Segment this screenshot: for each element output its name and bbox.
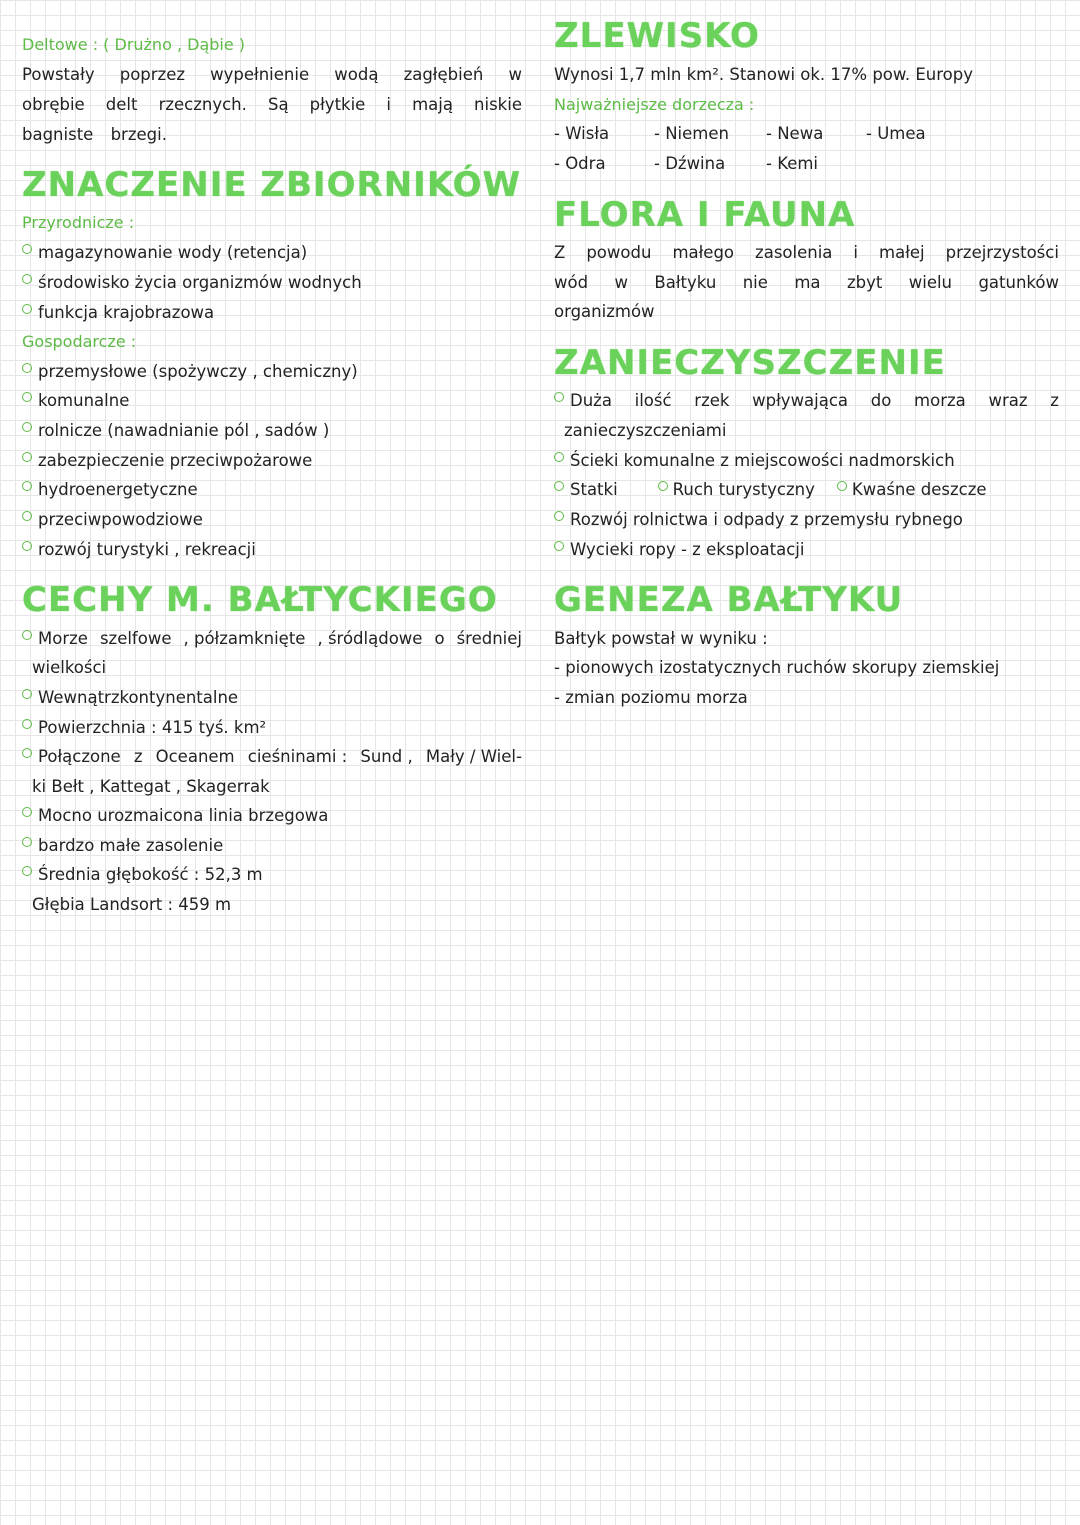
bullet-icon (554, 392, 564, 402)
bullet-icon (22, 244, 32, 254)
deltowe-line-2: obrębie delt rzecznych. Są płytkie i mają niskie (22, 95, 522, 114)
bullet-icon (22, 689, 32, 699)
list-item-continuation: wielkości (32, 658, 107, 677)
bullet-icon (554, 452, 564, 462)
list-item: magazynowanie wody (retencja) (22, 238, 522, 268)
bullet-icon (22, 630, 32, 640)
list-item: przeciwpowodziowe (22, 505, 522, 535)
bullet-icon (22, 363, 32, 373)
bullet-icon (22, 866, 32, 876)
list-item: rolnicze (nawadnianie pól , sadów ) (22, 416, 522, 446)
list-item: funkcja krajobrazowa (22, 298, 522, 328)
bullet-icon (22, 748, 32, 758)
zlewisko-line-1: Wynosi 1,7 mln km². Stanowi ok. 17% pow. Europy (554, 65, 974, 84)
list-item: Ścieki komunalne z miejscowości nadmorskich (554, 446, 1059, 476)
heading-zanieczyszczenie: ZANIECZYSZCZENIE (554, 343, 946, 383)
list-item: Głębia Landsort : 459 m (32, 895, 232, 914)
geneza-line-1: Bałtyk powstał w wyniku : (554, 629, 768, 648)
flora-line-2: wód w Bałtyku nie ma zbyt wielu gatunków (554, 273, 1059, 292)
list-item: Morze szelfowe , półzamknięte , śródlądowe o średniej (22, 624, 522, 654)
bullet-icon (658, 481, 668, 491)
bullet-icon (22, 719, 32, 729)
bullet-icon (22, 392, 32, 402)
list-item: Rozwój rolnictwa i odpady z przemysłu rybnego (554, 505, 1059, 535)
list-item: rozwój turystyki , rekreacji (22, 535, 522, 565)
flora-line-3: organizmów (554, 302, 655, 321)
list-item: Wycieki ropy - z eksploatacji (554, 535, 1059, 565)
bullet-icon (22, 837, 32, 847)
bullet-icon (22, 274, 32, 284)
gospodarcze-label: Gospodarcze : (22, 332, 137, 351)
heading-znaczenie: ZNACZENIE ZBIORNIKÓW (22, 165, 522, 205)
przyrodnicze-label: Przyrodnicze : (22, 213, 135, 232)
list-item: bardzo małe zasolenie (22, 831, 522, 861)
list-item-continuation: ki Bełt , Kattegat , Skagerrak (32, 777, 270, 796)
bullet-icon (22, 481, 32, 491)
bullet-icon (554, 541, 564, 551)
list-item: Średnia głębokość : 52,3 m (22, 860, 522, 890)
list-item: przemysłowe (spożywczy , chemiczny) (22, 357, 522, 387)
bullet-icon (554, 511, 564, 521)
flora-line-1: Z powodu małego zasolenia i małej przejrzystości (554, 243, 1059, 262)
bullet-icon (22, 422, 32, 432)
list-item: zabezpieczenie przeciwpożarowe (22, 446, 522, 476)
heading-cechy: CECHY M. BAŁTYCKIEGO (22, 580, 498, 620)
bullet-icon (22, 541, 32, 551)
deltowe-line-1: Powstały poprzez wypełnienie wodą zagłębień w (22, 65, 522, 84)
list-item: Wewnątrzkontynentalne (22, 683, 522, 713)
heading-flora-fauna: FLORA I FAUNA (554, 195, 856, 235)
list-item: Mocno urozmaicona linia brzegowa (22, 801, 522, 831)
list-item-continuation: zanieczyszczeniami (564, 421, 727, 440)
geneza-line-3: - zmian poziomu morza (554, 688, 748, 707)
list-item: Powierzchnia : 415 tyś. km² (22, 713, 522, 743)
list-item: komunalne (22, 386, 522, 416)
zlewisko-label: Najważniejsze dorzecza : (554, 95, 755, 114)
bullet-icon (22, 304, 32, 314)
bullet-icon (22, 452, 32, 462)
list-item: Duża ilość rzek wpływająca do morza wraz z (554, 386, 1059, 416)
heading-zlewisko: ZLEWISKO (554, 16, 760, 56)
list-item: środowisko życia organizmów wodnych (22, 268, 522, 298)
deltowe-title: Deltowe : ( Drużno , Dąbie ) (22, 35, 246, 54)
geneza-line-2: - pionowych izostatycznych ruchów skorupy ziemskiej (554, 658, 1000, 677)
list-item: hydroenergetyczne (22, 475, 522, 505)
heading-geneza: GENEZA BAŁTYKU (554, 580, 904, 620)
list-item: Połączone z Oceanem cieśninami : Sund , Mały / Wiel- (22, 742, 522, 772)
rivers-row-1: - Wisła - Niemen - Newa - Umea (554, 124, 926, 143)
bullet-icon (22, 511, 32, 521)
bullet-icon (554, 481, 564, 491)
rivers-row-2: - Odra - Dźwina - Kemi (554, 154, 819, 173)
bullet-icon (837, 481, 847, 491)
bullet-icon (22, 807, 32, 817)
list-item: Statki Ruch turystyczny Kwaśne deszcze (554, 475, 1059, 505)
deltowe-line-3: bagniste brzegi. (22, 125, 167, 144)
